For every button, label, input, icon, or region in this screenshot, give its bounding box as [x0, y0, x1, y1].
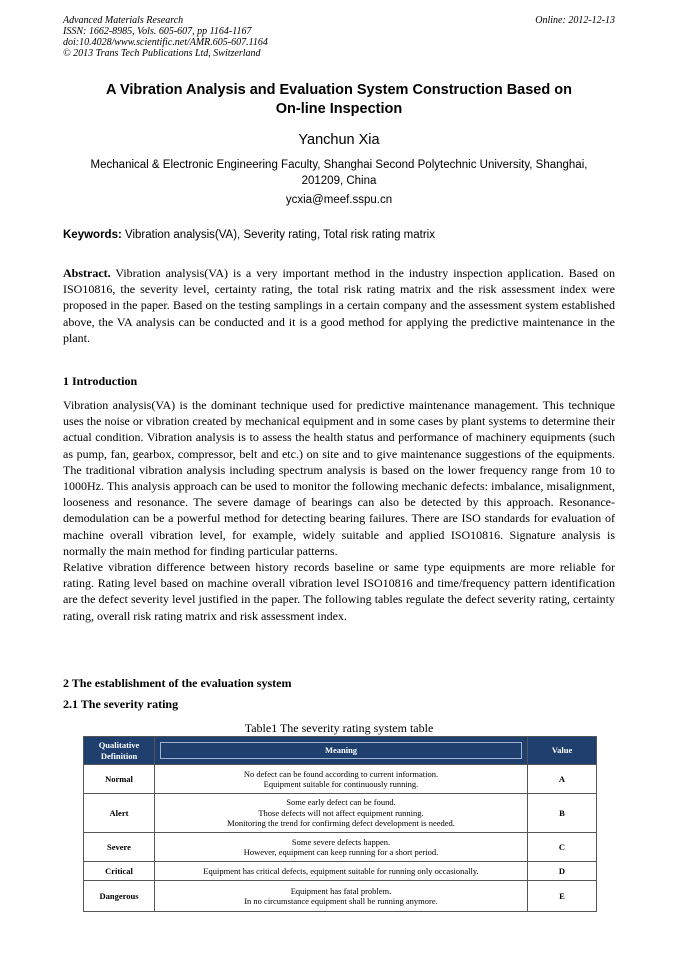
keywords-text: Vibration analysis(VA), Severity rating, Total risk rating matrix — [121, 229, 435, 241]
abstract-text: Vibration analysis(VA) is a very important method in the industry inspection application. Based on ISO10816, the severity level, certainty rating, the total risk rating matrix and the risk assessment index were proposed in the paper. Based on the testing samplings in a certain company and the assessment system established above, the VA analysis can be conducted and it is a good method for applying the predictive maintenance in the plant. — [63, 266, 615, 345]
table-row — [84, 862, 597, 881]
meaning-cell: Some severe defects happen. However, equipment can keep running for a short period. — [155, 833, 528, 862]
header-meaning: Meaning — [155, 737, 528, 765]
meaning-cell: No defect can be found according to current information. Equipment suitable for continuously running. — [155, 765, 528, 794]
meaning-cell: Equipment has critical defects, equipment suitable for running only occasionally. — [155, 862, 528, 881]
section-2-heading: 2 The establishment of the evaluation system — [63, 676, 292, 690]
value-cell: C — [528, 833, 597, 862]
table-row — [84, 794, 597, 833]
definition-cell: Dangerous — [84, 881, 155, 912]
table-caption: Table1 The severity rating system table — [244, 721, 434, 735]
value-cell: B — [528, 794, 597, 833]
online-date: Online: 2012-12-13 — [535, 15, 615, 26]
intro-paragraph-1: Vibration analysis(VA) is the dominant technique used for predictive maintenance management. This technique uses the noise or vibration created by mechanical equipment and in some cases by plant systems to determine their actual condition. Vibration analysis is to assess the health status and performance of machinery equipments (such as pump, fan, gearbox, compressor, belt and etc.) on site and to give maintenance suggestions of the equipments. The traditional vibration analysis including spectrum analysis is based on the lower frequency range from 10 to 1000Hz. This analysis approach can be used to monitor the following mechanic defects: imbalance, misalignment, looseness and resonance. The severe damage of bearings can also be detected by this approach. Resonance-demodulation can be a powerful method for detecting bearing failures. There are ISO standards for evaluation of machine overall vibration level, for example, widely suitable and applied ISO10816. Signature analysis is normally the main method for finding particular patterns. — [63, 398, 615, 558]
meaning-cell: Some early defect can be found. Those defects will not affect equipment running. Monitoring the trend for confirming defect development is needed. — [155, 794, 528, 833]
keywords — [63, 229, 615, 241]
intro-paragraph-2: Relative vibration difference between history records baseline or same type equipments are more reliable for rating. Rating level based on machine overall vibration level ISO10816 and time/frequency pattern identification are the defect severity level justified in the paper. The following tables regulate the defect severity rating, certainty rating, overall risk rating matrix and risk assessment index. — [63, 560, 615, 623]
affiliation-line-1: Mechanical & Electronic Engineering Faculty, Shanghai Second Polytechnic University, Shanghai, — [90, 159, 588, 171]
meaning-cell: Equipment has fatal problem. In no circumstance equipment shall be running anymore. — [155, 881, 528, 912]
introduction-body — [63, 397, 615, 624]
journal-header — [63, 15, 268, 59]
journal-name: Advanced Materials Research — [63, 15, 184, 26]
section-2-1-heading: 2.1 The severity rating — [63, 697, 179, 711]
table-row — [84, 833, 597, 862]
definition-cell: Normal — [84, 765, 155, 794]
value-cell: E — [528, 881, 597, 912]
abstract-label: Abstract. — [63, 266, 111, 280]
header-value: Value — [528, 737, 597, 765]
definition-cell: Alert — [84, 794, 155, 833]
value-cell: A — [528, 765, 597, 794]
table-row — [84, 765, 597, 794]
keywords-label: Keywords: — [63, 229, 122, 241]
definition-cell: Severe — [84, 833, 155, 862]
title-line-2: On-line Inspection — [275, 101, 403, 117]
affiliation — [63, 157, 615, 189]
abstract — [63, 265, 615, 346]
copyright-line: © 2013 Trans Tech Publications Ltd, Switzerland — [63, 48, 261, 59]
severity-rating-table — [83, 736, 597, 912]
value-cell: D — [528, 862, 597, 881]
section-1-heading: 1 Introduction — [63, 374, 138, 388]
author-email[interactable]: ycxia@meef.sspu.cn — [285, 194, 393, 206]
table-row — [84, 881, 597, 912]
title-line-1: A Vibration Analysis and Evaluation System Construction Based on — [106, 82, 572, 98]
issn-line: ISSN: 1662-8985, Vols. 605-607, pp 1164-1167 — [63, 26, 252, 37]
doi-line: doi:10.4028/www.scientific.net/AMR.605-607.1164 — [63, 37, 268, 48]
author-name: Yanchun Xia — [298, 132, 380, 148]
header-qualitative-definition: Qualitative Definition — [84, 737, 155, 765]
affiliation-line-2: 201209, China — [301, 175, 377, 187]
paper-title — [70, 81, 608, 119]
definition-cell: Critical — [84, 862, 155, 881]
